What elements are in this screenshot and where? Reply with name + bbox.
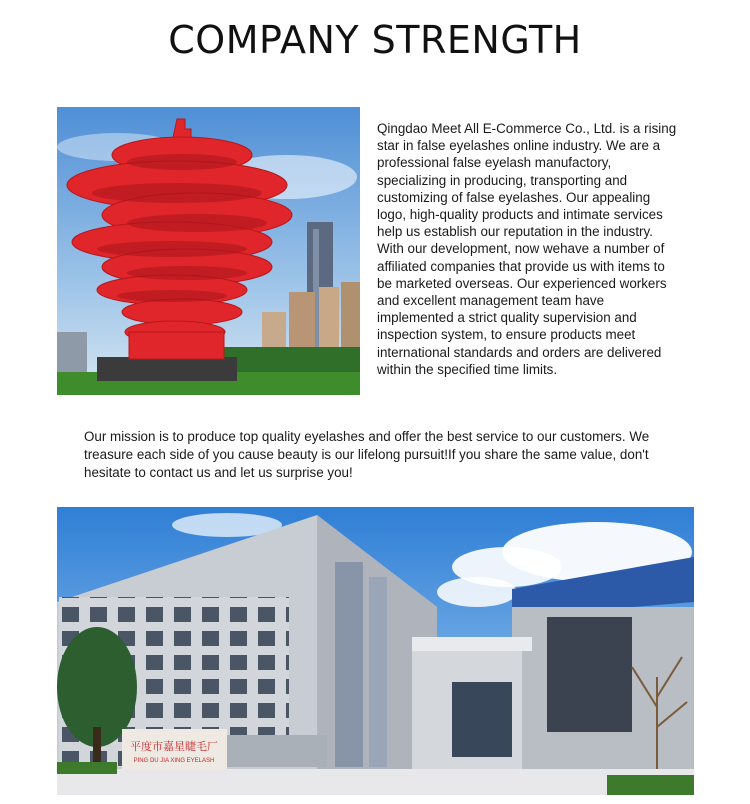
page-title: COMPANY STRENGTH: [168, 18, 582, 62]
sculpture-photo: [57, 107, 360, 395]
mission-text: Our mission is to produce top quality eyelashes and offer the best service to our customers. We treasure each side of you cause beauty is our lifelong pursuit!If you share the same value, don't hesitate to contact us and let us surprise you!: [84, 429, 650, 480]
company-intro-text: Qingdao Meet All E-Commerce Co., Ltd. is a rising star in false eyelashes online industry. We are a professional false eyelash manufactory, specializing in producing, transporting and customizing of false eyelashes. Our appealing logo, high-quality products and intimate services help us establish our reputation in the industry. With our development, now wehave a number of affiliated companies that provide us with items to be marketed overseas. Our experienced workers and excellent management team have implemented a strict quality supervision and inspection system, to ensure products meet international standards and orders are delivered within the specified time limits.: [377, 121, 677, 377]
factory-building-photo: [57, 507, 694, 795]
factory-sign-english: PING DU JIA XING EYELASH: [133, 758, 215, 764]
factory-sign-chinese: 平度市嘉星睫毛厂: [130, 740, 218, 753]
